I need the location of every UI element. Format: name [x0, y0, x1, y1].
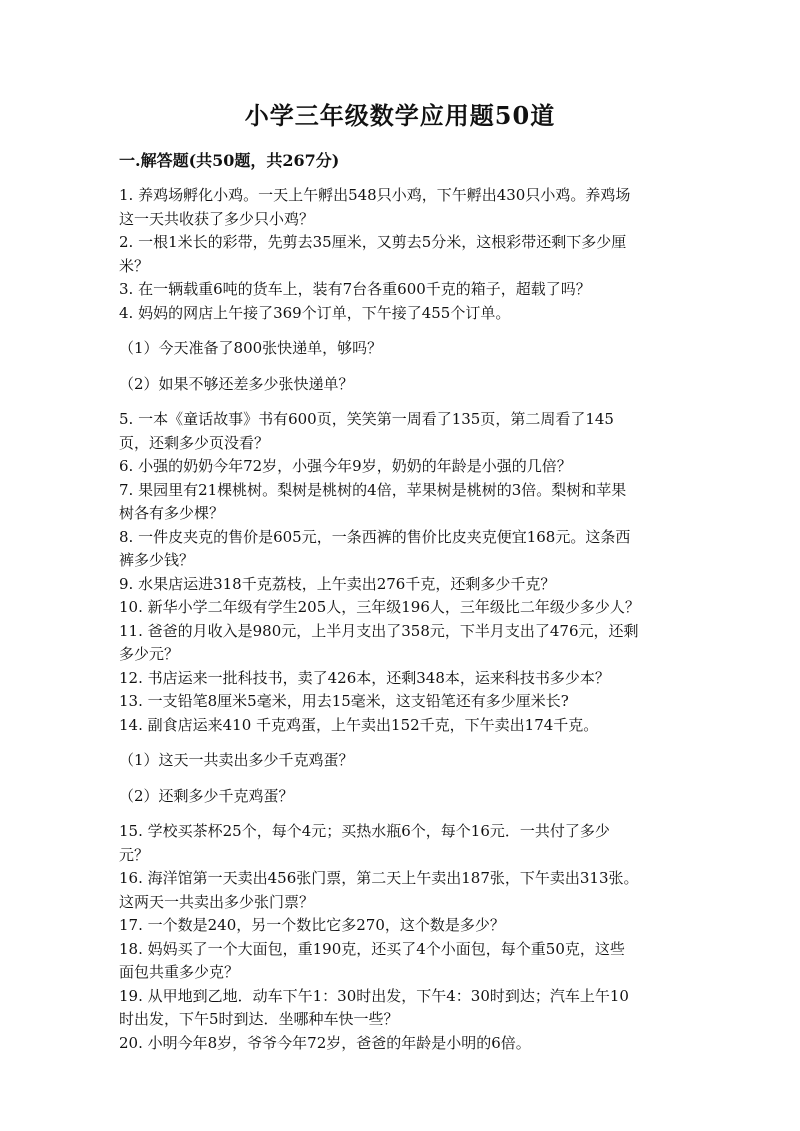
question-8: 8. 一件皮夹克的售价是605元，一条西裤的售价比皮夹克便宜168元。这条西 裤多少钱？ [119, 527, 631, 569]
question-4-part-1: （1）今天准备了800张快递单，够吗？ [119, 339, 383, 357]
question-15: 15. 学校买茶杯25个，每个4元；买热水瓶6个，每个16元．一共付了多少 元？ [119, 822, 610, 864]
question-12: 12. 书店运来一批科技书，卖了426本，还剩348本，运来科技书多少本？ [119, 668, 610, 687]
question-11: 11. 爸爸的月收入是980元，上半月支出了358元，下半月支出了476元，还剩 多少元？ [119, 621, 639, 663]
question-13: 13. 一支铅笔8厘米5毫米，用去15毫米，这支铅笔还有多少厘米长? [119, 692, 569, 710]
question-5: 5. 一本《童话故事》书有600页，笑笑第一周看了135页，第二周看了145 页，还剩多少页没看？ [119, 410, 614, 452]
question-14: 14. 副食店运来410 千克鸡蛋，上午卖出152千克，下午卖出174千克。 [119, 715, 599, 734]
question-3: 3. 在一辆载重6吨的货车上，装有7台各重600千克的箱子，超载了吗？ [119, 280, 591, 298]
question-9: 9. 水果店运进318千克荔枝，上午卖出276千克，还剩多少千克？ [119, 574, 556, 593]
question-1: 1. 养鸡场孵化小鸡。一天上午孵出548只小鸡，下午孵出430只小鸡。养鸡场 这一天共收获了多少只小鸡？ [119, 186, 631, 228]
question-20: 20. 小明今年8岁，爷爷今年72岁，爸爸的年龄是小明的6倍。 [119, 1033, 531, 1052]
question-2: 2. 一根1米长的彩带，先剪去35厘米，又剪去5分米，这根彩带还剩下多少厘 米？ [119, 233, 627, 275]
question-4: 4. 妈妈的网店上午接了369个订单，下午接了455个订单。 [119, 303, 511, 322]
question-7: 7. 果园里有21棵桃树。梨树是桃树的4倍，苹果树是桃树的3倍。梨树和苹果 树各有多少棵？ [119, 480, 627, 522]
question-14-part-2: （2）还剩多少千克鸡蛋？ [119, 786, 294, 805]
question-10: 10. 新华小学二年级有学生205人，三年级196人，三年级比二年级少多少人？ [119, 598, 640, 616]
question-list [119, 184, 689, 1055]
question-17: 17. 一个数是240，另一个数比它多270，这个数是多少？ [119, 916, 505, 934]
question-18: 18. 妈妈买了一个大面包，重190克，还买了4个小面包，每个重50克，这些 面包共重多少克？ [119, 939, 625, 981]
question-14-part-1: （1）这天一共卖出多少千克鸡蛋？ [119, 751, 354, 769]
section-heading: 一.解答题(共50题，共267分) [119, 151, 340, 170]
question-19: 19. 从甲地到乙地．动车下午1：30时出发，下午4：30时到达；汽车上午10 时出发，下午5时到达．坐哪种车快一些？ [119, 986, 629, 1028]
page-title: 小学三年级数学应用题50道 [244, 101, 556, 130]
question-4-part-2: （2）如果不够还差多少张快递单？ [119, 374, 354, 393]
question-6: 6. 小强的奶奶今年72岁，小强今年9岁，奶奶的年龄是小强的几倍？ [119, 457, 572, 475]
question-16: 16. 海洋馆第一天卖出456张门票，第二天上午卖出187张，下午卖出313张。 这两天一共卖出多少张门票？ [119, 869, 639, 911]
